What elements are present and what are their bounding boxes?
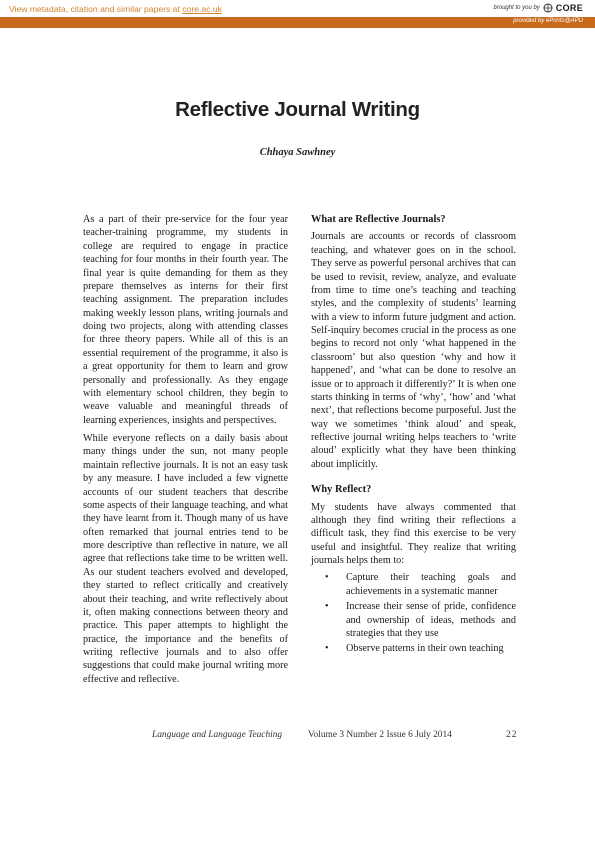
list-item-text: Observe patterns in their own teaching xyxy=(346,643,504,655)
journal-name: Language and Language Teaching xyxy=(152,730,283,740)
core-branding[interactable] xyxy=(493,3,583,13)
article-author: Chhaya Sawhney xyxy=(259,147,336,158)
list-item-text: Increase their sense of pride, confidence and ownership of ideas, methods and strategies that they use xyxy=(346,601,516,639)
list-item xyxy=(311,600,516,640)
left-column xyxy=(83,213,288,686)
bullet-icon: • xyxy=(325,601,329,613)
list-item xyxy=(311,642,516,655)
section-heading: Why Reflect? xyxy=(311,484,372,496)
body-paragraph: Journals are accounts or records of classroom teaching, and whatever goes on in the school. They serve as powerful personal archives that can be used to revisit, review, analyze, and evaluate from time to time one’s teaching and teaching styles, and the complexity of students’ learning with a view to inform future judgment and action. Self-inquiry becomes crucial in the process as one begins to record not only ‘what happened in the classroom’ but also question ‘why and how it happened’, and ‘what can be done to resolve an issue or to approach it differently?’ It is when one starts thinking in terms of ‘why’, ‘how’ and ‘what next’, that reflections become purposeful. Just the way we sometimes ‘think aloud’ and speak, reflective journal writing helps teachers to ‘write aloud’ explicitly what they have been thinking about implicitly. xyxy=(311,231,516,470)
page-footer xyxy=(0,730,595,744)
benefits-list xyxy=(311,571,516,655)
core-brand-name: CORE xyxy=(555,3,583,13)
bullet-icon: • xyxy=(325,643,329,655)
body-paragraph: My students have always commented that although they find writing their reflections a difficult task, they find this exercise to be very useful and insightful. They realize that writing journals helps them to: xyxy=(311,501,516,566)
body-paragraph: While everyone reflects on a daily basis about many things under the sun, not many people maintain reflective journals. It is not an easy task by any measure. I have included a few vignette accounts of our student teachers that describe some aspects of their language teaching, and what they have learnt from it. Though many of us have often remarked that journal entries tend to be more descriptive than reflective in nature, we all agree that reflections take time to be written well. As our student teachers evolved and developed, they started to reflect critically and creatively about their teaching, and write reflectively about it, often making connections between theory and practice. This paper attempts to highlight the practice, the importance and the benefits of writing reflective journals and to also offer suggestions that could make journal writing more effective and reflective. xyxy=(83,433,288,685)
section-heading: What are Reflective Journals? xyxy=(311,214,446,225)
right-column xyxy=(311,213,516,658)
core-logo-icon xyxy=(543,3,553,13)
provided-by-text[interactable]: provided by ePrints@APU xyxy=(513,18,583,24)
article-title: Reflective Journal Writing xyxy=(175,98,420,121)
list-item-text: Capture their teaching goals and achievements in a systematic manner xyxy=(346,572,516,597)
core-banner xyxy=(0,0,595,17)
core-metadata-link[interactable] xyxy=(9,4,222,14)
core-link-prefix: View metadata, citation and similar papers at xyxy=(9,4,183,14)
bullet-icon: • xyxy=(325,572,329,584)
page-number: 22 xyxy=(506,730,518,740)
brought-by-text: brought to you by xyxy=(493,5,540,11)
provider-bar xyxy=(0,17,595,28)
issue-info: Volume 3 Number 2 Issue 6 July 2014 xyxy=(308,730,452,740)
body-paragraph: As a part of their pre-service for the four year teacher-training programme, my students in college are required to engage in practice teaching for four months in their fourth year. The final year is quite demanding for them as they prepare themselves as interns for their first teaching assignment. The preparation includes making weekly lesson plans, writing journals and doing two projects, along with attending classes for three theory papers. While all of this is an essential requirement of the programme, it also is a great opportunity for them to learn and grow personally and professionally. As they engage with elementary school children, they begin to weave valuable and meaningful threads of learning experiences, insights and perspectives. xyxy=(83,214,288,426)
core-link-domain[interactable]: core.ac.uk xyxy=(182,4,222,14)
list-item xyxy=(311,571,516,598)
